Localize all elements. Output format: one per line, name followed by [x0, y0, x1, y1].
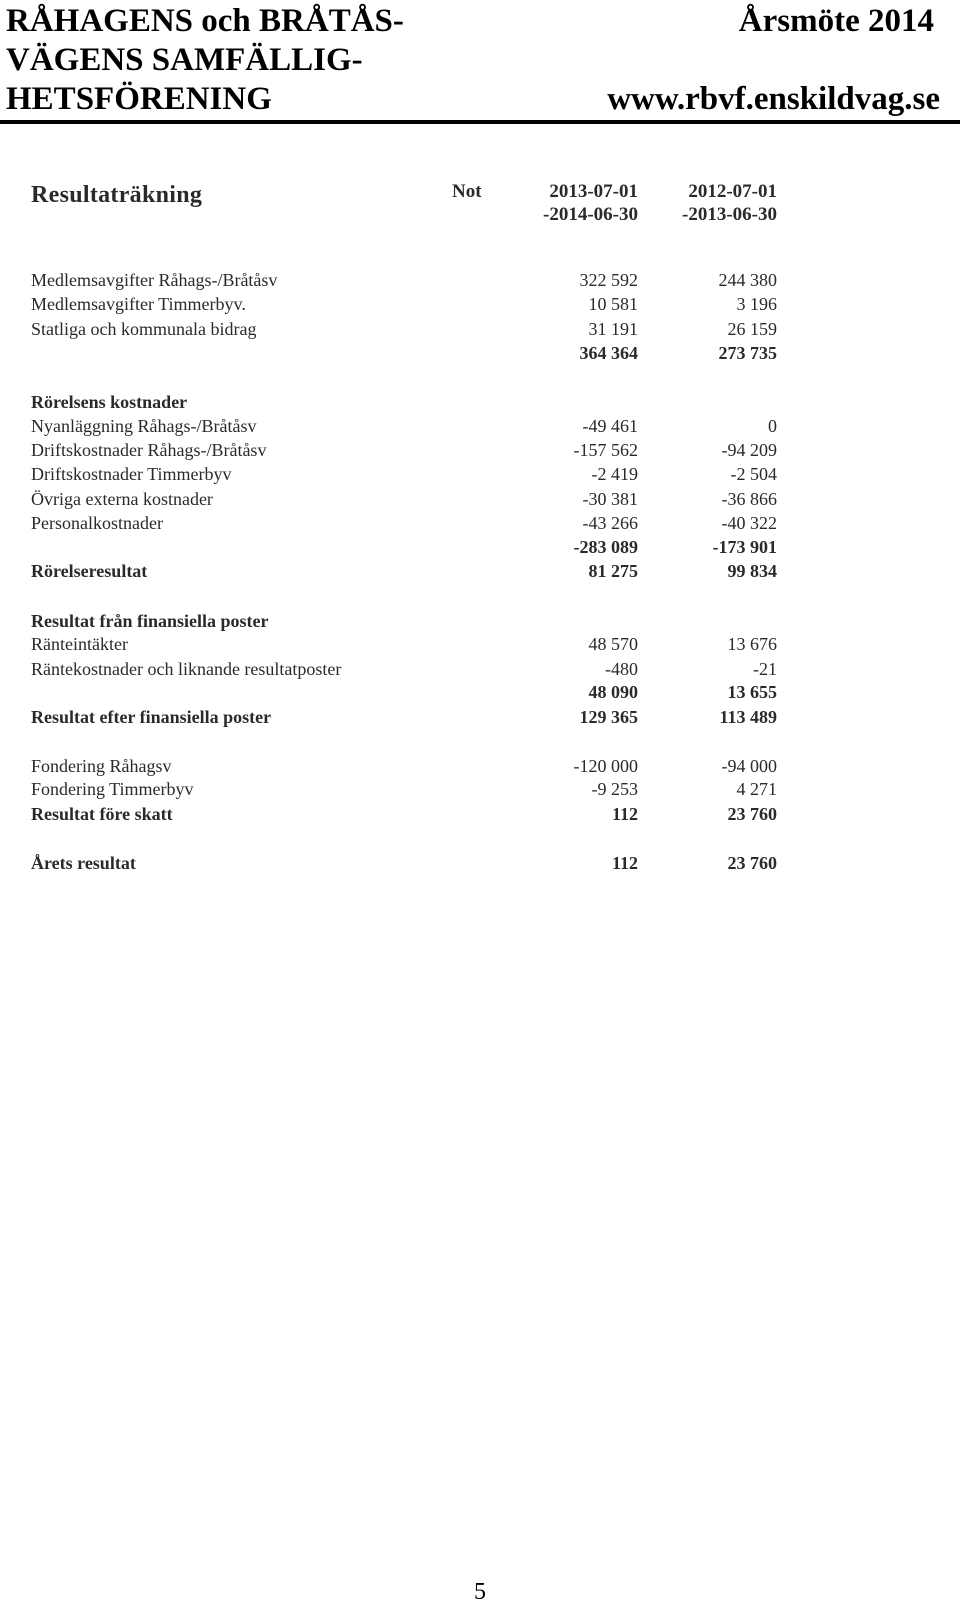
note-column-header: Not	[452, 181, 482, 202]
current-period-header: 2013-07-01 -2014-06-30	[543, 181, 638, 225]
row-label: Rörelsens kostnader	[31, 392, 188, 412]
statement-row	[0, 390, 960, 414]
previous-period-value: -94 209	[721, 440, 777, 460]
row-label: Medlemsavgifter Råhags-/Bråtåsv	[31, 270, 278, 290]
current-period-value: -30 381	[582, 489, 638, 509]
previous-period-value: -94 000	[721, 756, 777, 776]
statement-row	[0, 535, 960, 559]
previous-period-value: 23 760	[727, 804, 777, 824]
row-label: Ränteintäkter	[31, 634, 128, 654]
row-label: Rörelseresultat	[31, 561, 148, 581]
statement-row	[0, 851, 960, 875]
association-name-line-2: VÄGENS SAMFÄLLIG-	[6, 42, 363, 78]
statement-row	[0, 292, 960, 316]
statement-row	[0, 657, 960, 681]
statement-row	[0, 632, 960, 656]
association-name	[6, 2, 404, 119]
previous-period-value: 26 159	[727, 319, 777, 339]
row-label: Årets resultat	[31, 853, 136, 873]
row-label: Nyanläggning Råhags-/Bråtåsv	[31, 416, 257, 436]
previous-period-value: 99 834	[727, 561, 777, 581]
current-period-value: -49 461	[582, 416, 638, 436]
row-label: Resultat före skatt	[31, 804, 173, 824]
row-label: Driftskostnader Råhags-/Bråtåsv	[31, 440, 267, 460]
current-period-value: 112	[611, 853, 638, 873]
statement-row	[0, 705, 960, 729]
statement-row	[0, 462, 960, 486]
current-period-value: -9 253	[591, 779, 638, 799]
statement-row	[0, 802, 960, 826]
previous-period-value: -2 504	[730, 464, 777, 484]
previous-period-value: 13 655	[727, 682, 777, 702]
current-period-value: 10 581	[588, 294, 638, 314]
previous-period-header: 2012-07-01 -2013-06-30	[682, 181, 777, 225]
statement-row	[0, 680, 960, 704]
previous-period-value: 3 196	[736, 294, 777, 314]
current-period-value: -120 000	[573, 756, 638, 776]
previous-period-value: 273 735	[718, 343, 777, 363]
current-period-value: 129 365	[579, 707, 638, 727]
row-label: Medlemsavgifter Timmerbyv.	[31, 294, 246, 314]
meeting-title: Årsmöte 2014	[738, 3, 934, 39]
report-title: Resultaträkning	[31, 182, 203, 208]
current-period-value: 31 191	[588, 319, 638, 339]
row-label: Fondering Timmerbyv	[31, 779, 194, 799]
current-period-value: -157 562	[573, 440, 638, 460]
row-label: Driftskostnader Timmerbyv	[31, 464, 232, 484]
statement-row	[0, 609, 960, 633]
row-label: Personalkostnader	[31, 513, 163, 533]
header-divider	[0, 120, 960, 124]
previous-period-value: 113 489	[719, 707, 777, 727]
row-label: Räntekostnader och liknande resultatposter	[31, 659, 342, 679]
association-name-line-3: HETSFÖRENING	[6, 81, 272, 117]
row-label: Statliga och kommunala bidrag	[31, 319, 257, 339]
statement-row	[0, 487, 960, 511]
current-period-value: 364 364	[579, 343, 638, 363]
statement-row	[0, 559, 960, 583]
row-label: Övriga externa kostnader	[31, 489, 213, 509]
statement-row	[0, 511, 960, 535]
statement-row	[0, 438, 960, 462]
previous-period-value: -40 322	[721, 513, 777, 533]
current-period-value: -480	[605, 659, 638, 679]
row-label: Fondering Råhagsv	[31, 756, 172, 776]
association-name-line-1: RÅHAGENS och BRÅTÅS-	[6, 3, 404, 39]
row-label: Resultat efter finansiella poster	[31, 707, 272, 727]
current-period-value: -2 419	[591, 464, 638, 484]
current-period-value: 112	[611, 804, 638, 824]
previous-period-value: 244 380	[718, 270, 777, 290]
current-period-value: 322 592	[579, 270, 638, 290]
previous-period-value: 0	[768, 416, 777, 436]
statement-row	[0, 777, 960, 801]
previous-period-value: 13 676	[727, 634, 777, 654]
current-period-value: -283 089	[573, 537, 638, 557]
statement-row	[0, 414, 960, 438]
current-period-value: 48 090	[588, 682, 638, 702]
statement-row	[0, 341, 960, 365]
statement-row	[0, 754, 960, 778]
income-statement	[0, 170, 960, 910]
statement-row	[0, 317, 960, 341]
current-period-value: 48 570	[588, 634, 638, 654]
previous-period-value: -173 901	[712, 537, 777, 557]
page-header	[0, 0, 960, 123]
statement-row	[0, 268, 960, 292]
page-number: 5	[474, 1579, 486, 1605]
previous-period-value: -21	[753, 659, 777, 679]
current-period-value: -43 266	[582, 513, 638, 533]
previous-period-value: 23 760	[727, 853, 777, 873]
website-address: www.rbvf.enskildvag.se	[607, 81, 940, 117]
row-label: Resultat från finansiella poster	[31, 611, 269, 631]
previous-period-value: 4 271	[736, 779, 777, 799]
previous-period-value: -36 866	[721, 489, 777, 509]
current-period-value: 81 275	[588, 561, 638, 581]
